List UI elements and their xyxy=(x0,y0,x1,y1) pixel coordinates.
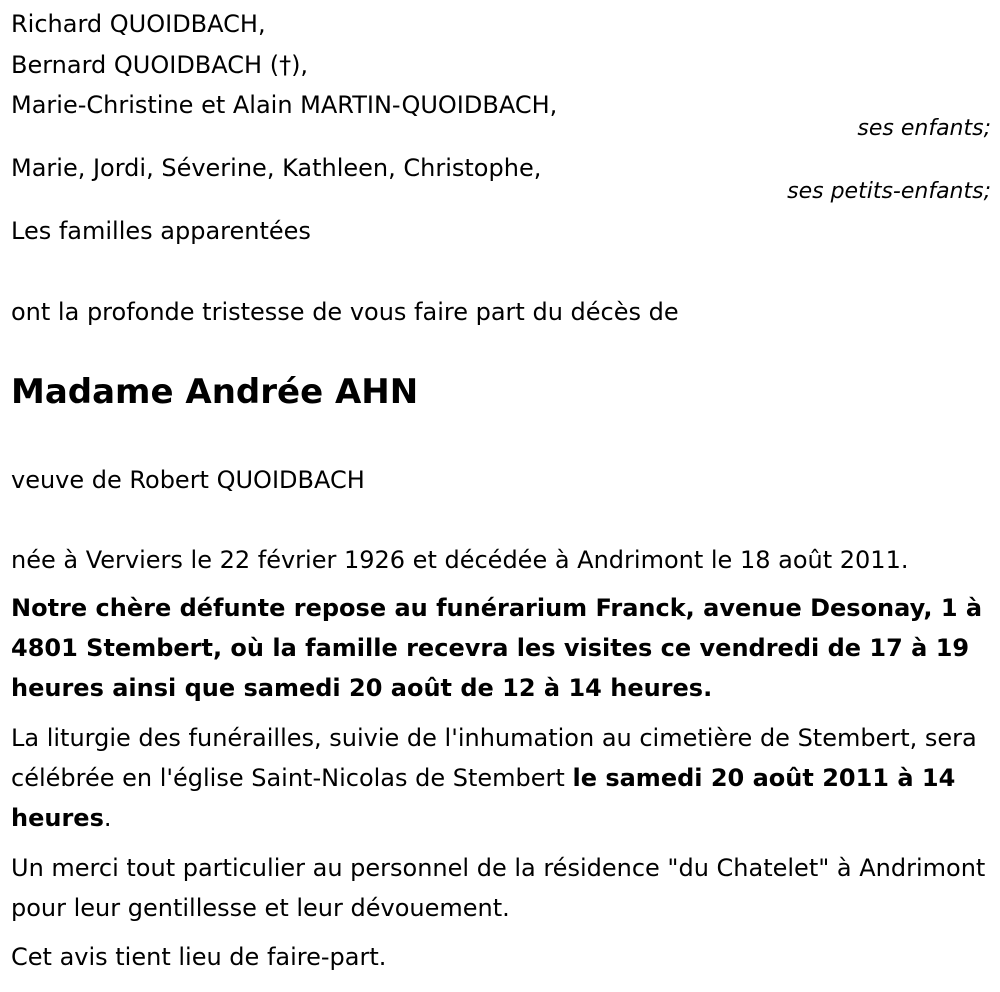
liturgy-text: La liturgie des funérailles, suivie de l'inhumation au cimetière de Stembert, sera célébrée en l'église Saint-Nicolas de Stembert xyxy=(11,724,977,792)
widow-of-line: veuve de Robert QUOIDBACH xyxy=(11,466,365,494)
child-name-1: Richard QUOIDBACH, xyxy=(11,10,266,38)
child-name-2: Bernard QUOIDBACH (†), xyxy=(11,51,309,79)
relatives-line: Les familles apparentées xyxy=(11,217,311,245)
birth-death-line: née à Verviers le 22 février 1926 et décédée à Andrimont le 18 août 2011. xyxy=(11,546,909,574)
liturgy-date: le samedi 20 août 2011 à 14 heures xyxy=(11,764,956,832)
deceased-name: Madame Andrée AHN xyxy=(11,372,419,412)
liturgy-end: . xyxy=(103,804,112,832)
children-label: ses enfants; xyxy=(857,116,991,141)
grandchildren-label: ses petits-enfants; xyxy=(787,179,991,204)
visitation-paragraph: Notre chère défunte repose au funérarium Franck, avenue Desonay, 1 à 4801 Stembert, où la famille recevra les visites ce vendredi de 17 à 19 heures ainsi que samedi 20 août de 12 à 14 heures. xyxy=(11,594,983,702)
child-name-3: Marie-Christine et Alain MARTIN-QUOIDBACH, xyxy=(11,91,558,119)
grandchildren-names: Marie, Jordi, Séverine, Kathleen, Christophe, xyxy=(11,154,542,182)
announcement-line: ont la profonde tristesse de vous faire part du décès de xyxy=(11,298,679,326)
liturgy-paragraph xyxy=(11,718,991,838)
thanks-paragraph: Un merci tout particulier au personnel de la résidence "du Chatelet" à Andrimont pour leur gentillesse et leur dévouement. xyxy=(11,854,986,922)
closing-line: Cet avis tient lieu de faire-part. xyxy=(11,943,387,971)
